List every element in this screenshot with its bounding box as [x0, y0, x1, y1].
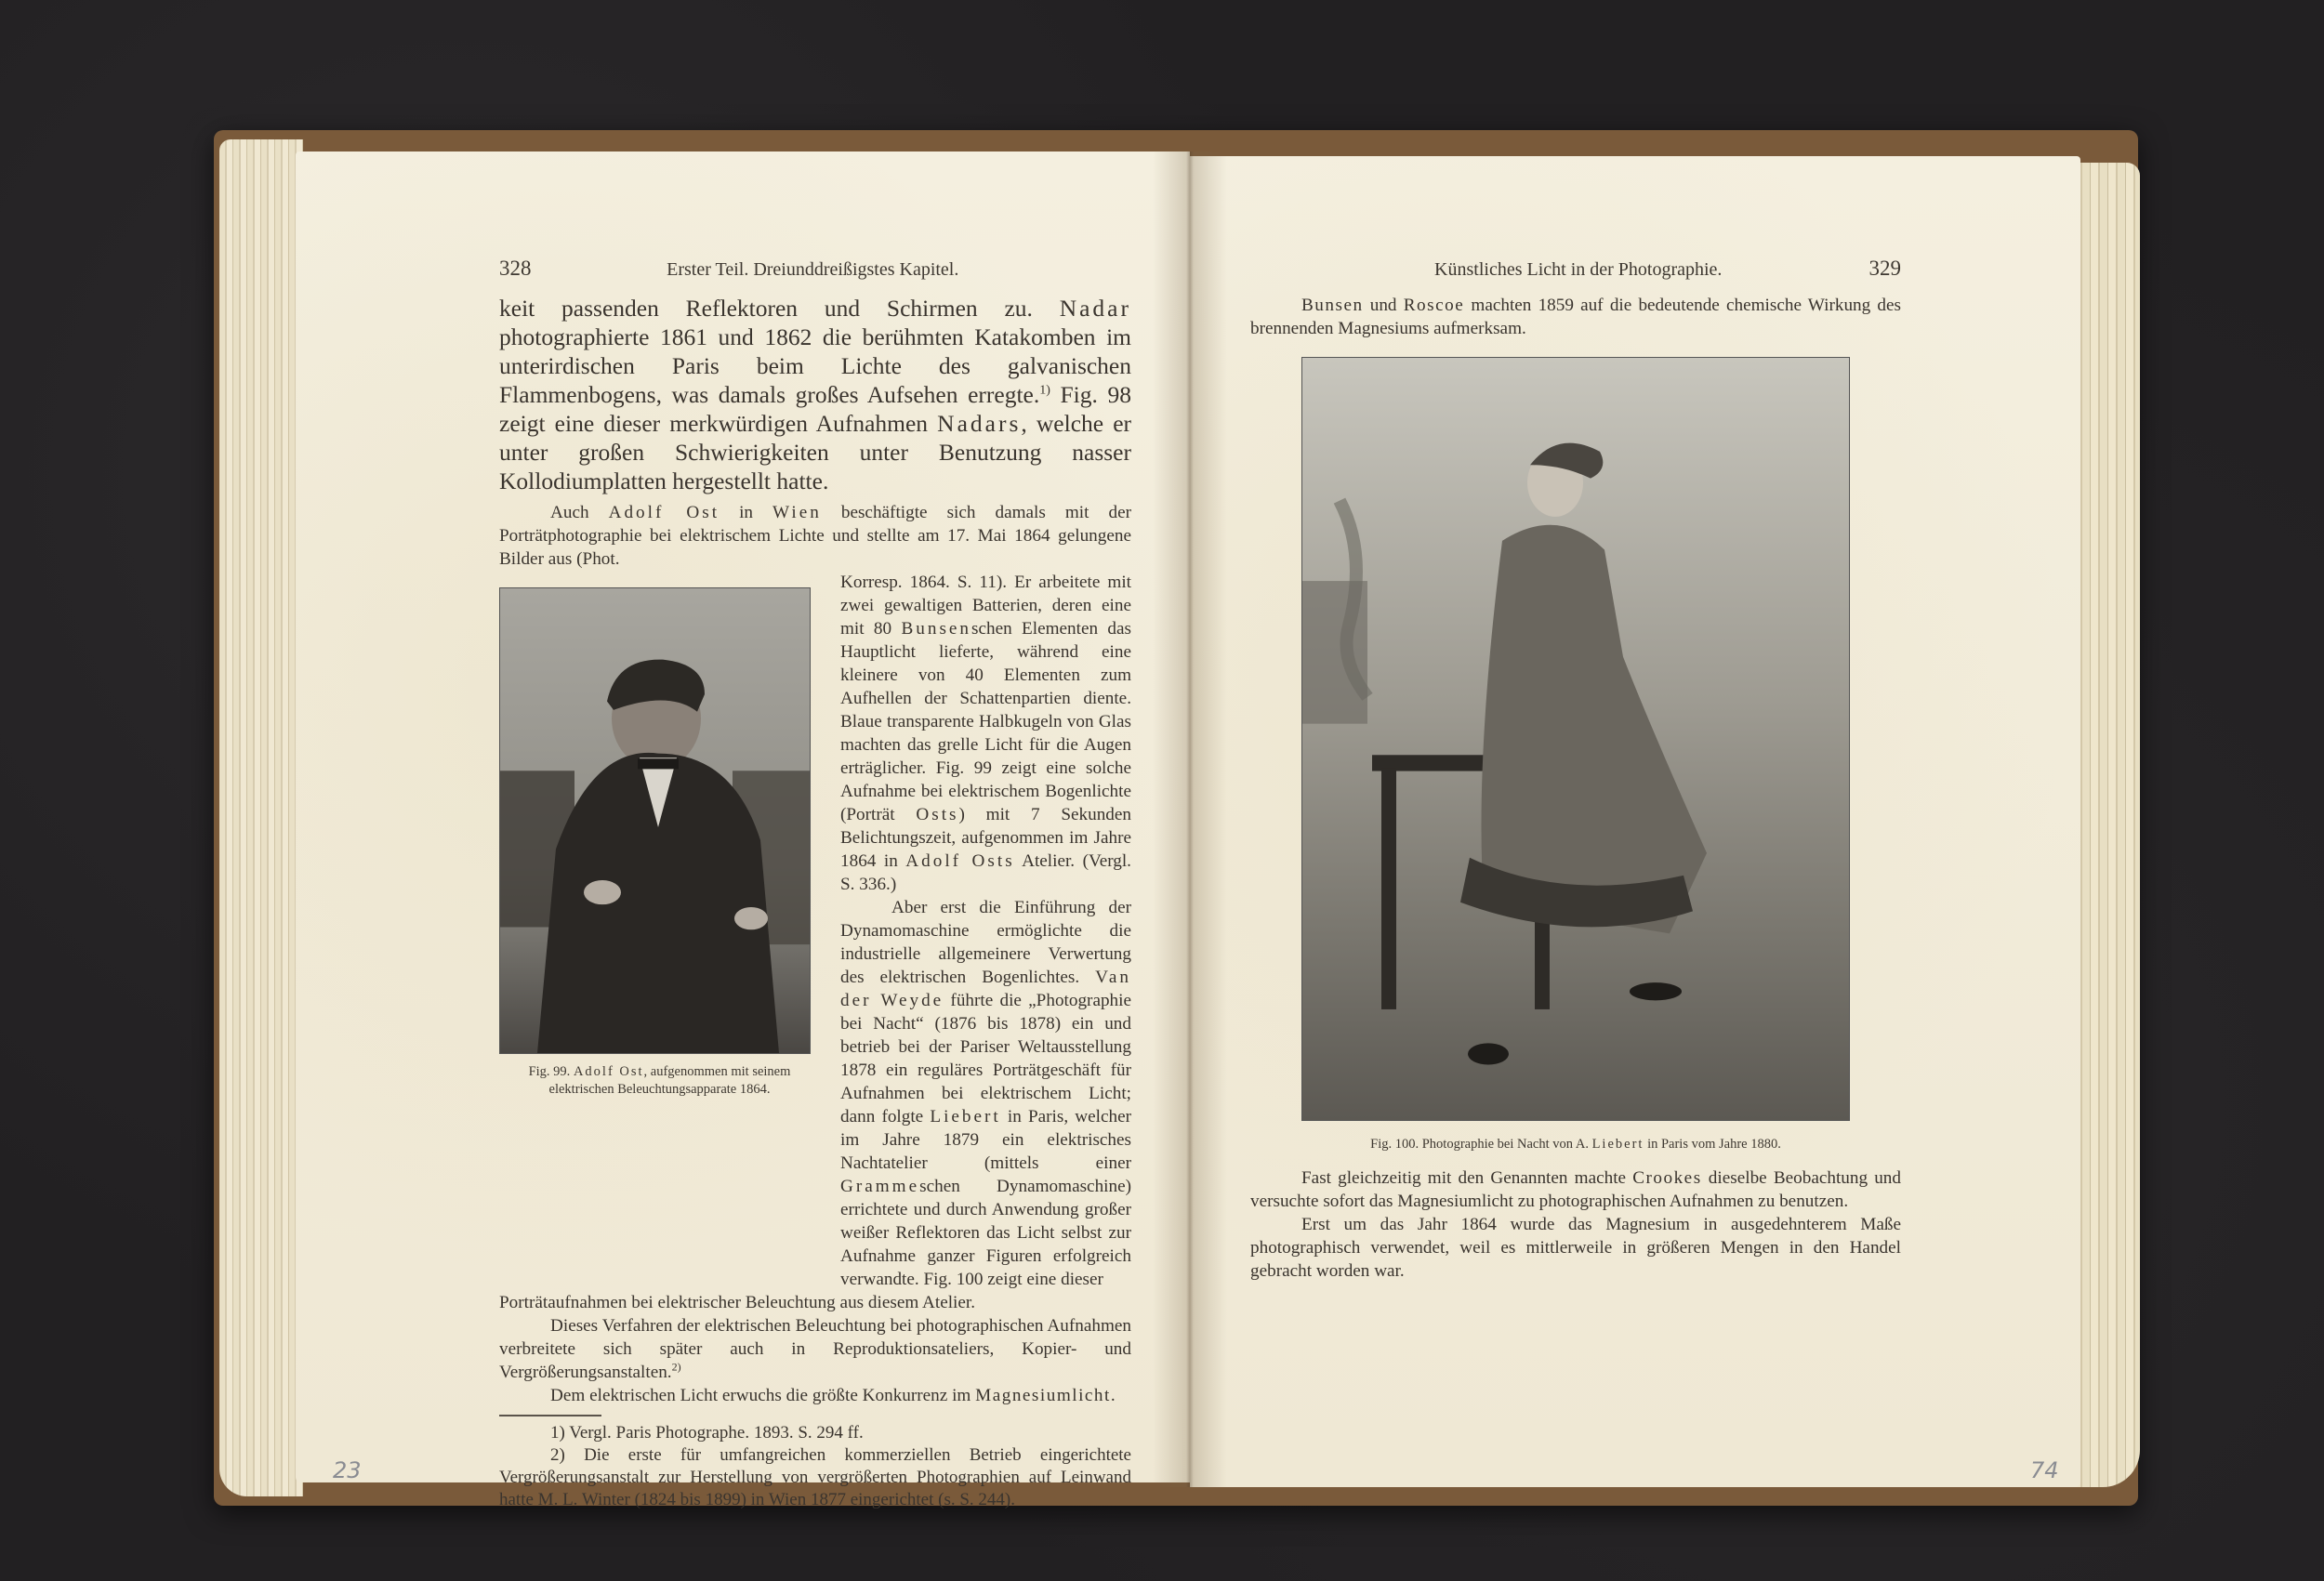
- left-running-header: [499, 257, 1131, 281]
- figure-99-side-column: [840, 571, 1131, 1291]
- right-page-number: 329: [1868, 257, 1901, 280]
- figure-100-photo: [1301, 357, 1850, 1121]
- portrait-man-illustration: [500, 588, 810, 1053]
- name-adolf-ost: Adolf Ost: [608, 503, 720, 522]
- right-page-edges: [2073, 163, 2140, 1487]
- left-running-head: Erster Teil. Dreiunddreißigstes Kapitel.: [667, 259, 959, 280]
- right-page-column: [1250, 257, 1901, 1283]
- book-gutter: [1153, 152, 1227, 1487]
- footnote-rule: [499, 1415, 601, 1416]
- figure-100-caption: Fig. 100. Photographie bei Nacht von A. Liebert in Paris vom Jahre 1880.: [1370, 1137, 1781, 1152]
- ost-column-text: Korresp. 1864. S. 11). Er arbeitete mit zwei gewaltigen Batterien, deren eine mit 80 Bunsenschen Elementen das Hauptlicht lieferte, während eine kleinere von 40 Elementen zum Aufhellen der Schattenpartien diente. Blaue transparente Halbkugeln von Glas machten das grelle Licht für die Augen erträglicher. Fig. 99 zeigt eine solche Aufnahme bei elektrischem Bogenlichte (Porträt Osts) mit 7 Sekunden Belichtungszeit, aufgenommen im Jahre 1864 in Adolf Osts Atelier. (Vergl. S. 336.): [840, 573, 1131, 894]
- portrait-woman-illustration: [1302, 358, 1849, 1120]
- right-running-header: [1250, 257, 1901, 281]
- figure-100: [1250, 357, 1901, 1166]
- magnesium-1864-paragraph: Erst um das Jahr 1864 wurde das Magnesium in ausgedehnterem Maße photographisch verwendet, weil es mittlerweile in größeren Mengen in den Handel gebracht worden war.: [1250, 1215, 1901, 1281]
- figure-99: [499, 571, 820, 1099]
- footnote-1: 1) Vergl. Paris Photographe. 1893. S. 294 ff.: [550, 1423, 864, 1443]
- right-pencil-mark: 74: [2030, 1457, 2059, 1483]
- figure-99-caption: Fig. 99. Adolf Ost, aufgenommen mit seinem elektrischen Beleuchtungsapparate 1864.: [528, 1064, 791, 1097]
- left-intro-paragraph: keit passenden Reflektoren und Schirmen zu. Nadar photographierte 1861 und 1862 die berühmten Katakomben im unterirdischen Paris beim Lichte des galvanischen Flammenbogens, was damals großes Aufsehen erregte.$^{1)}$ Fig. 98 zeigt eine dieser merkwürdigen Aufnahmen Nadars, welche er unter großen Schwierigkeiten unter Benutzung nasser Kollodiumplatten hergestellt hatte.: [499, 295, 1132, 494]
- bunsen-roscoe-paragraph: Bunsen und Roscoe machten 1859 auf die bedeutende chemische Wirkung des brennenden Magnesiums aufmerksam.: [1250, 296, 1901, 338]
- ost-paragraph: Auch Adolf Ost in Wien beschäftigte sich damals mit der Porträtphotographie bei elektrischem Lichte und stellte am 17. Mai 1864 gelungene Bilder aus (Phot.: [499, 503, 1131, 569]
- left-pencil-mark: 23: [333, 1457, 362, 1483]
- left-page-number: 328: [499, 257, 532, 280]
- figure-99-photo: [499, 587, 811, 1054]
- footnote-ref-1[interactable]: 1): [1039, 383, 1050, 398]
- magnesium-paragraph: Dem elektrischen Licht erwuchs die größte Konkurrenz im Magnesiumlicht.: [550, 1386, 1117, 1405]
- crookes-paragraph: Fast gleichzeitig mit den Genannten machte Crookes dieselbe Beobachtung und versuchte sofort das Magnesiumlicht zu photographischen Aufnahmen zu benutzen.: [1250, 1168, 1901, 1211]
- left-page-column: [499, 257, 1131, 1511]
- footnote-ref-2[interactable]: 2): [671, 1360, 681, 1374]
- name-nadar: Nadar: [1059, 295, 1131, 322]
- right-running-head: Künstliches Licht in der Photographie.: [1434, 259, 1723, 280]
- footnote-2: 2) Die erste für umfangreichen kommerziellen Betrieb eingerichtete Vergrößerungsanstalt zur Herstellung von vergrößerten Photographien auf Leinwand hatte M. L. Winter (1824 bis 1899) in Wien 1877 eingerichtet (s. S. 244).: [499, 1445, 1131, 1509]
- left-page-edges: [219, 139, 303, 1496]
- figure-99-row: [499, 571, 1131, 1291]
- dynamo-column-text: Aber erst die Einführung der Dynamomaschine ermöglichte die industrielle allgemeinere Verwertung des elektrischen Bogenlichtes. Van der Weyde führte die „Photographie bei Nacht“ (1876 bis 1878) ein und betrieb bei der Pariser Weltausstellung 1878 ein reguläres Porträtgeschäft für Aufnahmen bei elektrischem Licht; dann folgte Liebert in Paris, welcher im Jahre 1879 ein elektrisches Nachtatelier (mittels einer Grammeschen Dynamomaschine) errichtete und durch Anwendung großer weißer Reflektoren das Licht selbst zur Aufnahme ganzer Figuren erfolgreich verwandte. Fig. 100 zeigt eine dieser: [840, 898, 1131, 1289]
- continuation-line: Porträtaufnahmen bei elektrischer Beleuchtung aus diesem Atelier.: [499, 1293, 976, 1312]
- reproduction-paragraph: Dieses Verfahren der elektrischen Beleuchtung bei photographischen Aufnahmen verbreitete sich später auch in Reproduktionsateliers, Kopier- und Vergrößerungsanstalten.$^{2)}$: [499, 1316, 1131, 1382]
